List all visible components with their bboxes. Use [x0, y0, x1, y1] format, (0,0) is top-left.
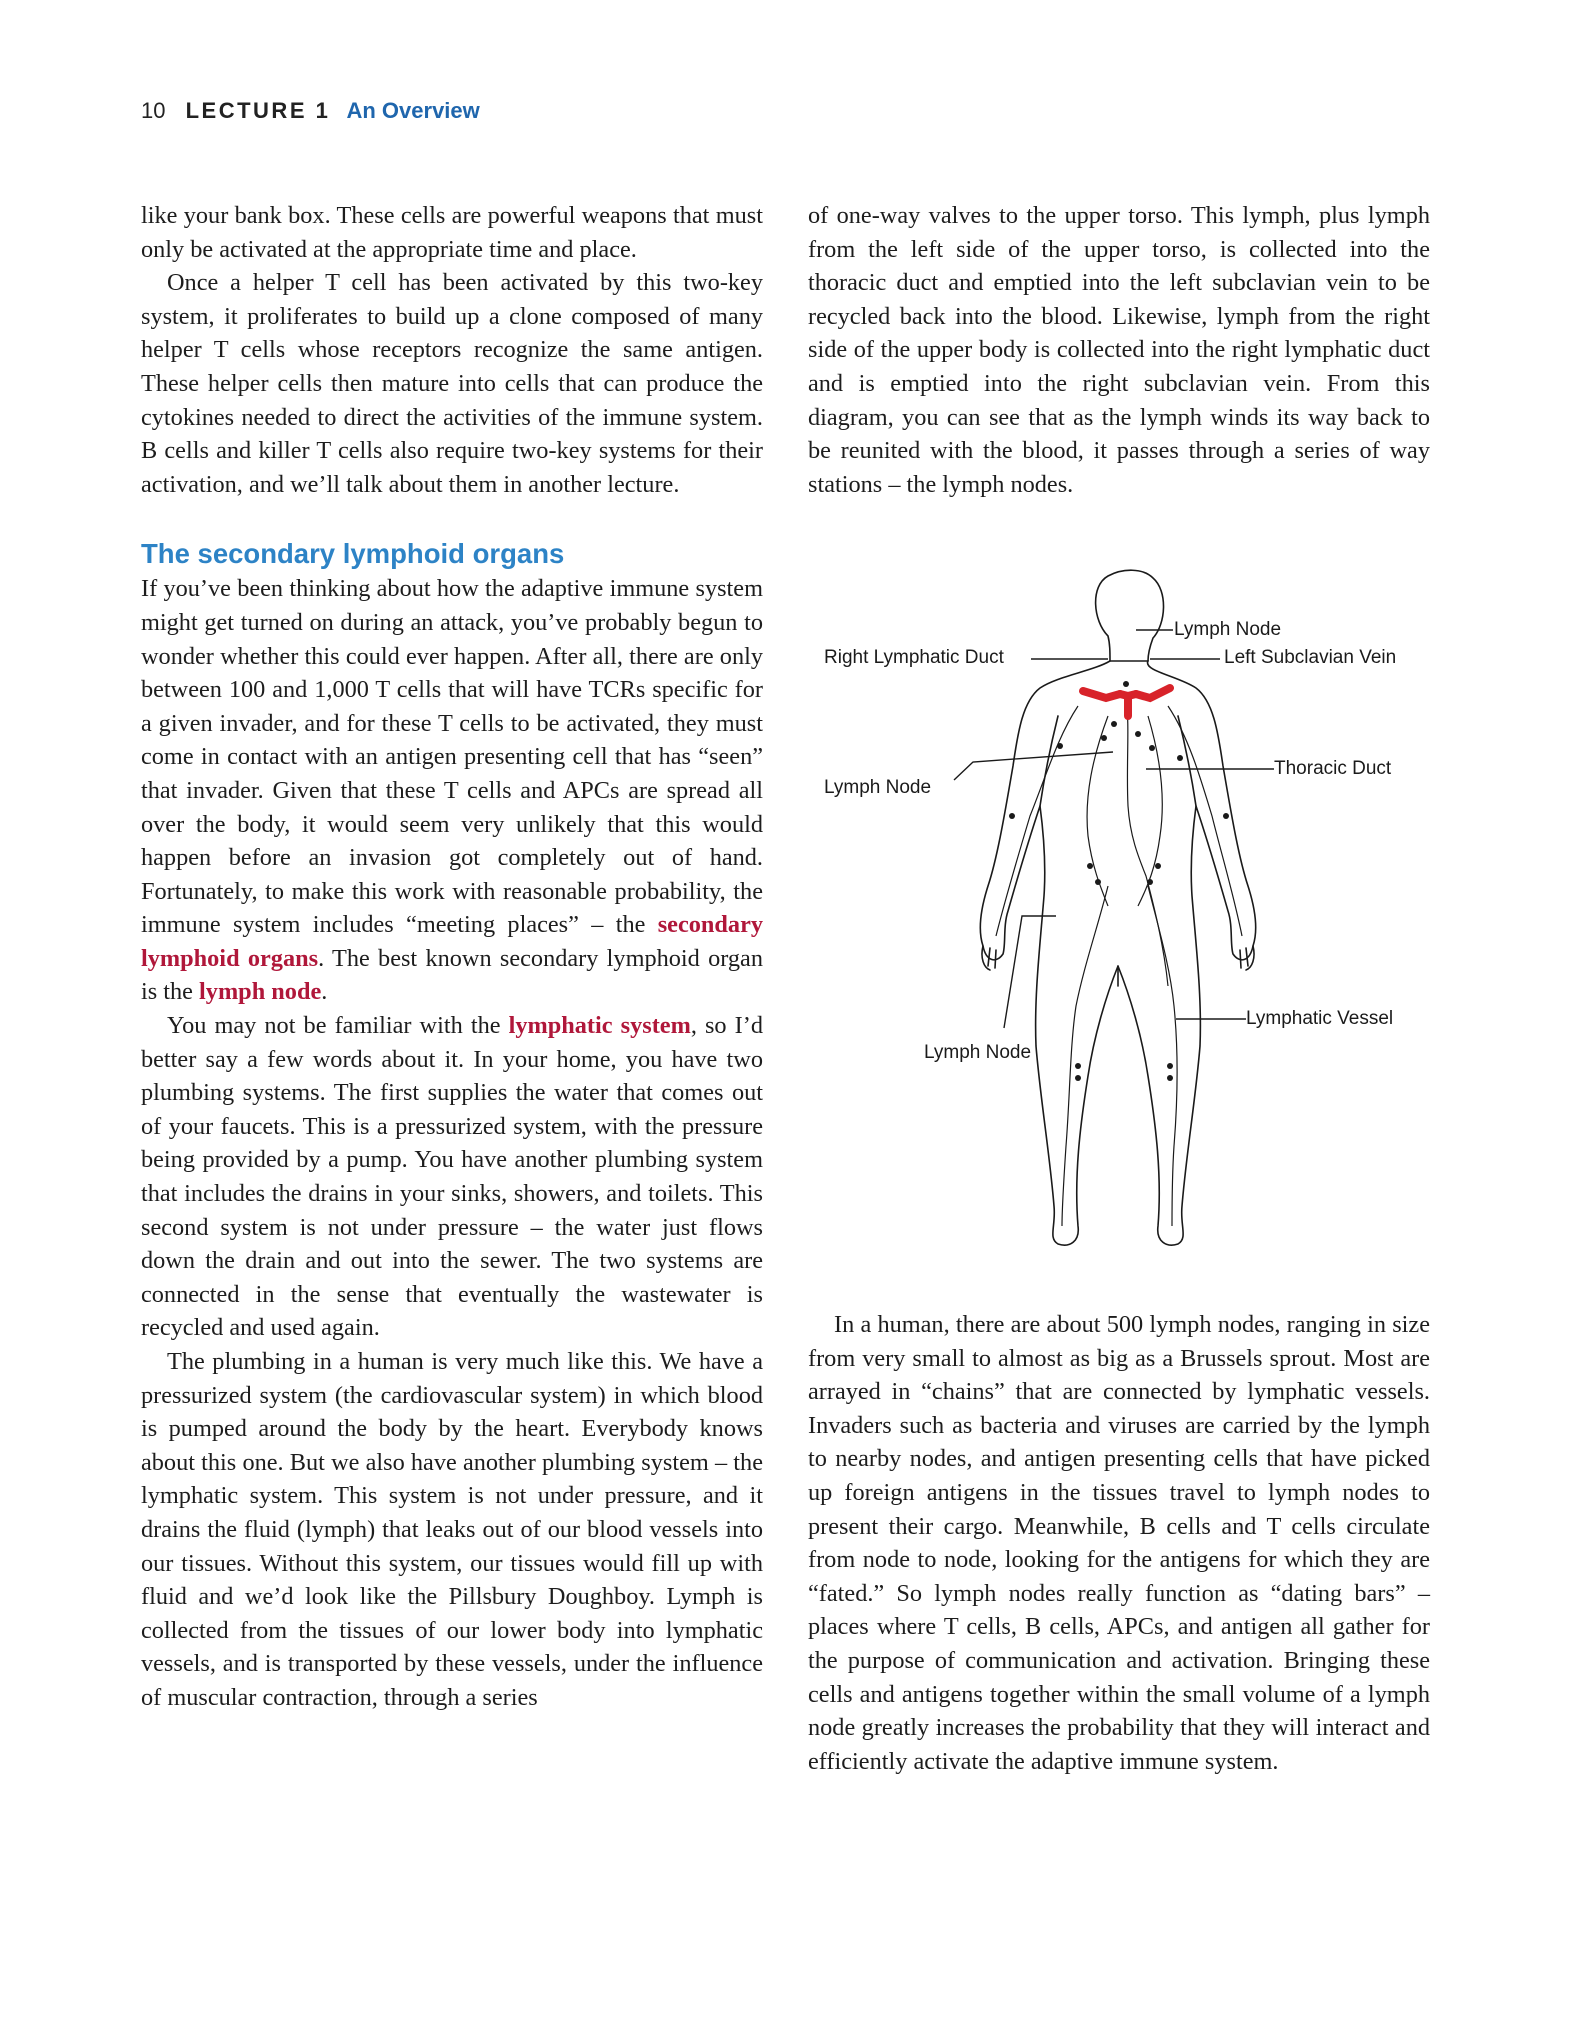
page-number: 10: [141, 98, 166, 123]
vessel-right-arm: [1168, 706, 1242, 936]
paragraph: In a human, there are about 500 lymph nodes, ranging in size from very small to almost as big as a Brussels sprout. Most are arrayed in “chains” that are connected by lymphatic vessels. Invaders such as bacteria and viruses are carried by the lymph to nearby nodes, and antigen presenting cells that have picked up foreign antigens in the tissues travel to lymph nodes to present their cargo. Meanwhile, B cells and T cells circulate from node to node, looking for the antigens for which they are “fated.” So lymph nodes really function as “dating bars” – places where T cells, B cells, APCs, and antigen all gather for the purpose of communication and activation. Bringing these cells and antigens together within the small volume of a lymph node greatly increases the probability that they will interact and efficiently activate the adaptive immune system.: [808, 1311, 1430, 1775]
lymph-node-dot: [1223, 813, 1229, 819]
lymph-node-dot: [1177, 755, 1183, 761]
lymph-node-dot: [1075, 1075, 1081, 1081]
thoracic-duct-vessel: [1126, 696, 1168, 986]
lecture-label: LECTURE 1: [185, 98, 331, 123]
label-lymph-node-top: Lymph Node: [1174, 619, 1282, 640]
right-subclavian-vein: [1083, 691, 1120, 698]
vessel-right-leg: [1148, 886, 1177, 1226]
key-term: lymphatic system: [508, 1012, 691, 1040]
lymph-node-dot: [1111, 721, 1117, 727]
label-thoracic-duct: Thoracic Duct: [1274, 758, 1392, 779]
section-heading: The secondary lymphoid organs: [141, 538, 565, 570]
lymph-node-dot: [1087, 863, 1093, 869]
lymphatic-system-figure: [808, 566, 1430, 1266]
lymph-node-dot: [1155, 863, 1161, 869]
vessel-torso-right: [1138, 716, 1162, 906]
paragraph: of one-way valves to the upper torso. This lymph, plus lymph from the left side of the upper torso, is collected into the thoracic duct and emptied into the left subclavian vein to be recycled back into the blood. Likewise, lymph from the right side of the upper body is collected into the right lymphatic duct and is emptied into the right subclavian vein. From this diagram, you can see that as the lymph winds its way back to be reunited with the blood, it passes through a series of way stations – the lymph nodes.: [808, 202, 1430, 498]
lymph-node-dot: [1057, 743, 1063, 749]
paragraph: [141, 572, 763, 1009]
leader-lymph-node-bottom: [1004, 916, 1056, 1028]
key-term: secondary lymphoid organs: [141, 911, 763, 972]
lymph-node-dot: [1147, 879, 1153, 885]
label-lymphatic-vessel: Lymphatic Vessel: [1246, 1008, 1394, 1029]
paragraph: The plumbing in a human is very much like this. We have a pressurized system (the cardiovascular system) in which blood is pumped around the body by the heart. Everybody knows about this one. But we also have another plumbing system – the lymphatic system. This system is not under pressure, and it drains the fluid (lymph) that leaks out of our blood vessels into our tissues. Without this system, our tissues would fill up with fluid and we’d look like the Pillsbury Doughboy. Lymph is collected from the tissues of our lower body into lymphatic vessels, and is transported by these vessels, under the influence of muscular contraction, through a series: [141, 1348, 763, 1711]
head-outline: [1096, 570, 1164, 661]
lymph-node-dot: [1135, 731, 1141, 737]
lymph-node-dot: [1167, 1063, 1173, 1069]
lymph-node-dot: [1123, 681, 1129, 687]
text-run: . The best known secondary lymphoid organ is the: [141, 944, 763, 1006]
lymph-node-dot: [1009, 813, 1015, 819]
key-term: lymph node: [199, 978, 322, 1006]
lymph-node-dot: [1095, 879, 1101, 885]
left-subclavian-vein: [1136, 688, 1170, 698]
arm-inner-left: [1040, 716, 1058, 806]
section-title: An Overview: [346, 98, 480, 123]
superior-vena-cava: [1120, 694, 1136, 716]
label-right-lymphatic-duct: Right Lymphatic Duct: [824, 647, 1004, 668]
running-head: [141, 96, 480, 126]
paragraph: Once a helper T cell has been activated by this two-key system, it proliferates to build up a clone composed of many helper T cells whose receptors recognize the same antigen. These helper cells then mature into cells that can produce the cytokines needed to direct the activities of the immune system. B cells and killer T cells also require two-key systems for their activation, and we’ll talk about them in another lecture.: [141, 269, 763, 498]
leader-lymph-node-left: [954, 752, 1113, 780]
label-left-subclavian-vein: Left Subclavian Vein: [1224, 647, 1397, 668]
label-lymph-node-bottom: Lymph Node: [924, 1042, 1032, 1063]
human-body-diagram: [808, 566, 1430, 1266]
vessel-left-arm: [996, 706, 1078, 936]
paragraph: [141, 1009, 763, 1345]
lymph-node-dot: [1149, 745, 1155, 751]
paragraph: like your bank box. These cells are powerful weapons that must only be activated at the appropriate time and place.: [141, 202, 763, 263]
label-lymph-node-left: Lymph Node: [824, 777, 932, 798]
lymph-node-dot: [1167, 1075, 1173, 1081]
left-column: [141, 199, 763, 1715]
vessel-left-leg: [1062, 886, 1108, 1226]
text-run: If you’ve been thinking about how the adaptive immune system might get turned on during an attack, you’ve probably begun to wonder whether this could ever happen. After all, there are only between 100 and 1,000 T cells that will have TCRs specific for a given invader, and for these T cells to be activated, they must come in contact with an antigen presenting cell that has “seen” that invader. Given that these T cells and APCs are spread all over the body, it would seem very unlikely that this would happen before an invasion got completely out of hand. Fortunately, to make this work with reasonable probability, the immune system includes “meeting places” – the: [141, 575, 763, 939]
text-run: .: [321, 978, 328, 1006]
vessel-torso-left: [1087, 716, 1108, 906]
text-run: , so I’d better say a few words about it. In your home, you have two plumbing systems. The first supplies the water that comes out of your faucets. This is a pressurized system, with the pressure being provided by a pump. You have another plumbing system that includes the drains in your sinks, showers, and toilets. This second system is not under pressure – the water just flows down the drain and out into the sewer. The two systems are connected in the sense that eventually the wastewater is recycled and used again.: [141, 1012, 763, 1342]
lymph-node-dot: [1075, 1063, 1081, 1069]
text-run: You may not be familiar with the: [167, 1012, 509, 1040]
body-outline: [980, 661, 1255, 1245]
lymph-node-dot: [1101, 735, 1107, 741]
